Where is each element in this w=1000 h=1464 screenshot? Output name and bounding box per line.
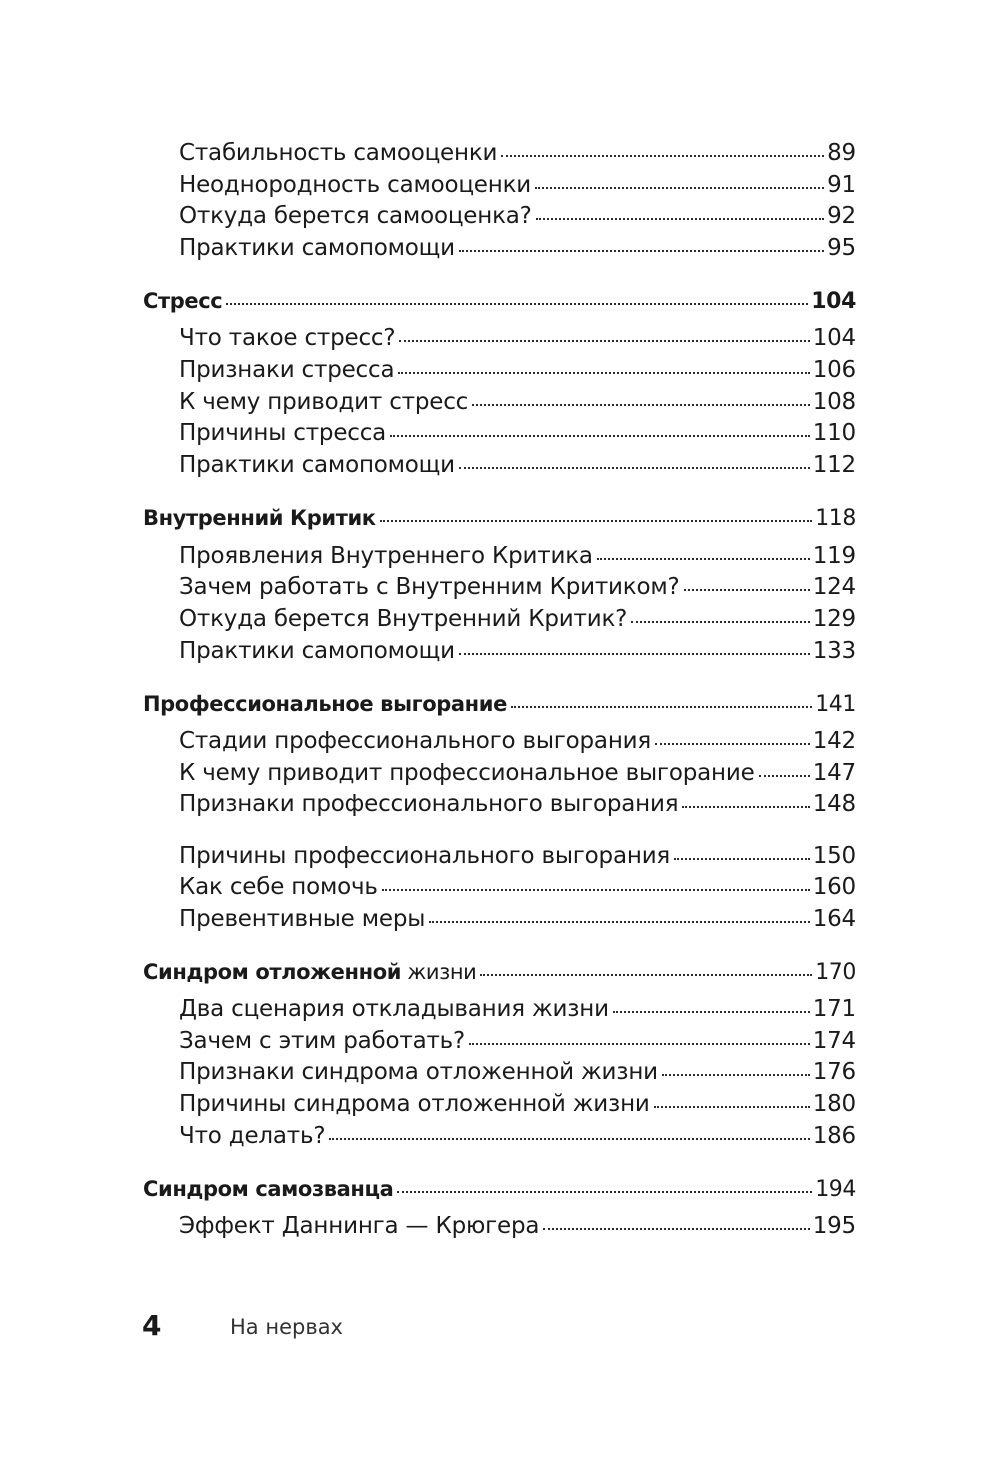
toc-entry-page: 133 <box>812 638 856 664</box>
toc-entry-page: 95 <box>827 235 856 261</box>
toc-entry[interactable] <box>179 450 856 480</box>
dot-leader <box>597 558 810 560</box>
toc-section-title: Внутренний Критик <box>143 506 376 530</box>
toc-entry[interactable] <box>179 138 856 168</box>
toc-section-page: 104 <box>811 289 856 314</box>
toc-entry-title: К чему приводит профессиональное выгорание <box>179 760 755 786</box>
toc-entry-page: 110 <box>812 420 856 446</box>
toc-entry[interactable] <box>179 233 856 263</box>
dot-leader <box>399 340 809 342</box>
toc-section-page: 118 <box>815 506 856 531</box>
toc-entry-page: 148 <box>812 791 856 817</box>
dot-leader <box>536 218 824 220</box>
toc-entry[interactable] <box>179 1211 856 1241</box>
toc-entry-page: 142 <box>812 728 856 754</box>
toc-entry[interactable] <box>179 355 856 385</box>
toc-entry-title: Причины синдрома отложенной жизни <box>179 1091 650 1117</box>
toc-entry-title: Причины стресса <box>179 420 387 446</box>
dot-leader <box>469 1043 810 1045</box>
toc-entry[interactable] <box>179 904 856 934</box>
toc-entry-title: Два сценария откладывания жизни <box>179 996 609 1022</box>
toc-entry-page: 106 <box>812 357 856 383</box>
toc-entry-title: Зачем с этим работать? <box>179 1028 466 1054</box>
toc-entry-page: 112 <box>812 452 856 478</box>
dot-leader <box>480 974 812 976</box>
toc-entry-page: 176 <box>812 1059 856 1085</box>
toc-entry-title: Превентивные меры <box>179 906 426 932</box>
toc-entry-page: 147 <box>812 760 856 786</box>
toc-entry[interactable] <box>179 636 856 666</box>
toc-entry-title: Признаки синдрома отложенной жизни <box>179 1059 658 1085</box>
toc-entry-page: 129 <box>812 606 856 632</box>
toc-entry-title: Практики самопомощи <box>179 452 455 478</box>
toc-entry[interactable] <box>179 201 856 231</box>
dot-leader <box>655 743 810 745</box>
toc-entry[interactable] <box>179 841 856 871</box>
dot-leader <box>501 155 824 157</box>
toc-entry-page: 92 <box>827 203 856 229</box>
toc-entry[interactable] <box>179 387 856 417</box>
toc-section-stress[interactable] <box>143 286 856 316</box>
toc-entry-page: 89 <box>827 140 856 166</box>
toc-entry[interactable] <box>179 170 856 200</box>
toc-section-page: 141 <box>815 692 856 717</box>
toc-section-title: Профессиональное выгорание <box>143 692 507 716</box>
toc-entry-title: Практики самопомощи <box>179 235 455 261</box>
dot-leader <box>613 1011 810 1013</box>
page-number: 4 <box>142 1309 162 1342</box>
toc-section-title: Стресс <box>143 289 223 313</box>
toc-entry-title: Что делать? <box>179 1123 326 1149</box>
toc-entry-title: Зачем работать с Внутренним Критиком? <box>179 574 680 600</box>
toc-entry-title: Признаки стресса <box>179 357 395 383</box>
dot-leader <box>674 858 810 860</box>
toc-entry-page: 150 <box>812 843 856 869</box>
toc-entry-title: Как себе помочь <box>179 874 378 900</box>
toc-entry-page: 160 <box>812 874 856 900</box>
dot-leader <box>329 1138 809 1140</box>
toc-entry[interactable] <box>179 604 856 634</box>
toc-entry[interactable] <box>179 1057 856 1087</box>
toc-entry[interactable] <box>179 758 856 788</box>
dot-leader <box>535 187 824 189</box>
dot-leader <box>682 806 809 808</box>
dot-leader <box>662 1074 810 1076</box>
toc-section-page: 170 <box>815 960 856 985</box>
toc-entry[interactable] <box>179 1026 856 1056</box>
dot-leader <box>631 621 810 623</box>
toc-entry[interactable] <box>179 872 856 902</box>
dot-leader <box>511 706 812 708</box>
dot-leader <box>380 520 813 522</box>
toc-entry-page: 186 <box>812 1123 856 1149</box>
toc-entry-page: 174 <box>812 1028 856 1054</box>
dot-leader <box>654 1106 810 1108</box>
dot-leader <box>390 435 810 437</box>
toc-entry-title: Откуда берется Внутренний Критик? <box>179 606 628 632</box>
toc-section-deferred-life[interactable] <box>143 957 856 987</box>
dot-leader <box>397 1191 812 1193</box>
running-footer-title: На нервах <box>230 1315 343 1339</box>
toc-entry-title: Причины профессионального выгорания <box>179 843 671 869</box>
toc-entry-page: 91 <box>827 172 856 198</box>
toc-entry-page: 164 <box>812 906 856 932</box>
toc-entry-page: 180 <box>812 1091 856 1117</box>
toc-entry[interactable] <box>179 418 856 448</box>
toc-entry-title: К чему приводит стресс <box>179 389 469 415</box>
dot-leader <box>759 775 810 777</box>
toc-section-title: Синдром самозванца <box>143 1177 394 1201</box>
toc-entry-title: Практики самопомощи <box>179 638 455 664</box>
toc-entry-title: Стадии профессионального выгорания <box>179 728 652 754</box>
toc-entry-title: Стабильность самооценки <box>179 140 498 166</box>
toc-section-title: Синдром отложенной жизни <box>143 960 477 984</box>
toc-entry-page: 104 <box>812 325 856 351</box>
dot-leader <box>459 467 810 469</box>
toc-entry[interactable] <box>179 994 856 1024</box>
dot-leader <box>459 653 810 655</box>
toc-entry-title: Признаки профессионального выгорания <box>179 791 679 817</box>
dot-leader <box>459 250 824 252</box>
dot-leader <box>429 921 809 923</box>
toc-entry-page: 171 <box>812 996 856 1022</box>
toc-entry-title: Откуда берется самооценка? <box>179 203 532 229</box>
toc-entry[interactable] <box>179 541 856 571</box>
toc-section-inner-critic[interactable] <box>143 503 856 533</box>
toc-entry[interactable] <box>179 789 856 819</box>
dot-leader <box>226 303 808 305</box>
toc-entry-title: Неоднородность самооценки <box>179 172 532 198</box>
toc-entry-page: 119 <box>812 543 856 569</box>
toc-entry[interactable] <box>179 323 856 353</box>
toc-section-impostor[interactable] <box>143 1174 856 1204</box>
dot-leader <box>472 404 810 406</box>
toc-entry-title: Эффект Даннинга — Крюгера <box>179 1213 540 1239</box>
toc-entry[interactable] <box>179 572 856 602</box>
dot-leader <box>543 1228 809 1230</box>
toc-entry-page: 108 <box>812 389 856 415</box>
toc-entry-page: 124 <box>812 574 856 600</box>
toc-section-page: 194 <box>815 1177 856 1202</box>
toc-entry[interactable] <box>179 1121 856 1151</box>
toc-entry[interactable] <box>179 1089 856 1119</box>
toc-entry-title: Что такое стресс? <box>179 325 396 351</box>
toc-section-burnout[interactable] <box>143 689 856 719</box>
toc-entry[interactable] <box>179 726 856 756</box>
toc-entry-title: Проявления Внутреннего Критика <box>179 543 593 569</box>
dot-leader <box>382 889 810 891</box>
dot-leader <box>684 589 810 591</box>
dot-leader <box>398 372 809 374</box>
toc-entry-page: 195 <box>812 1213 856 1239</box>
